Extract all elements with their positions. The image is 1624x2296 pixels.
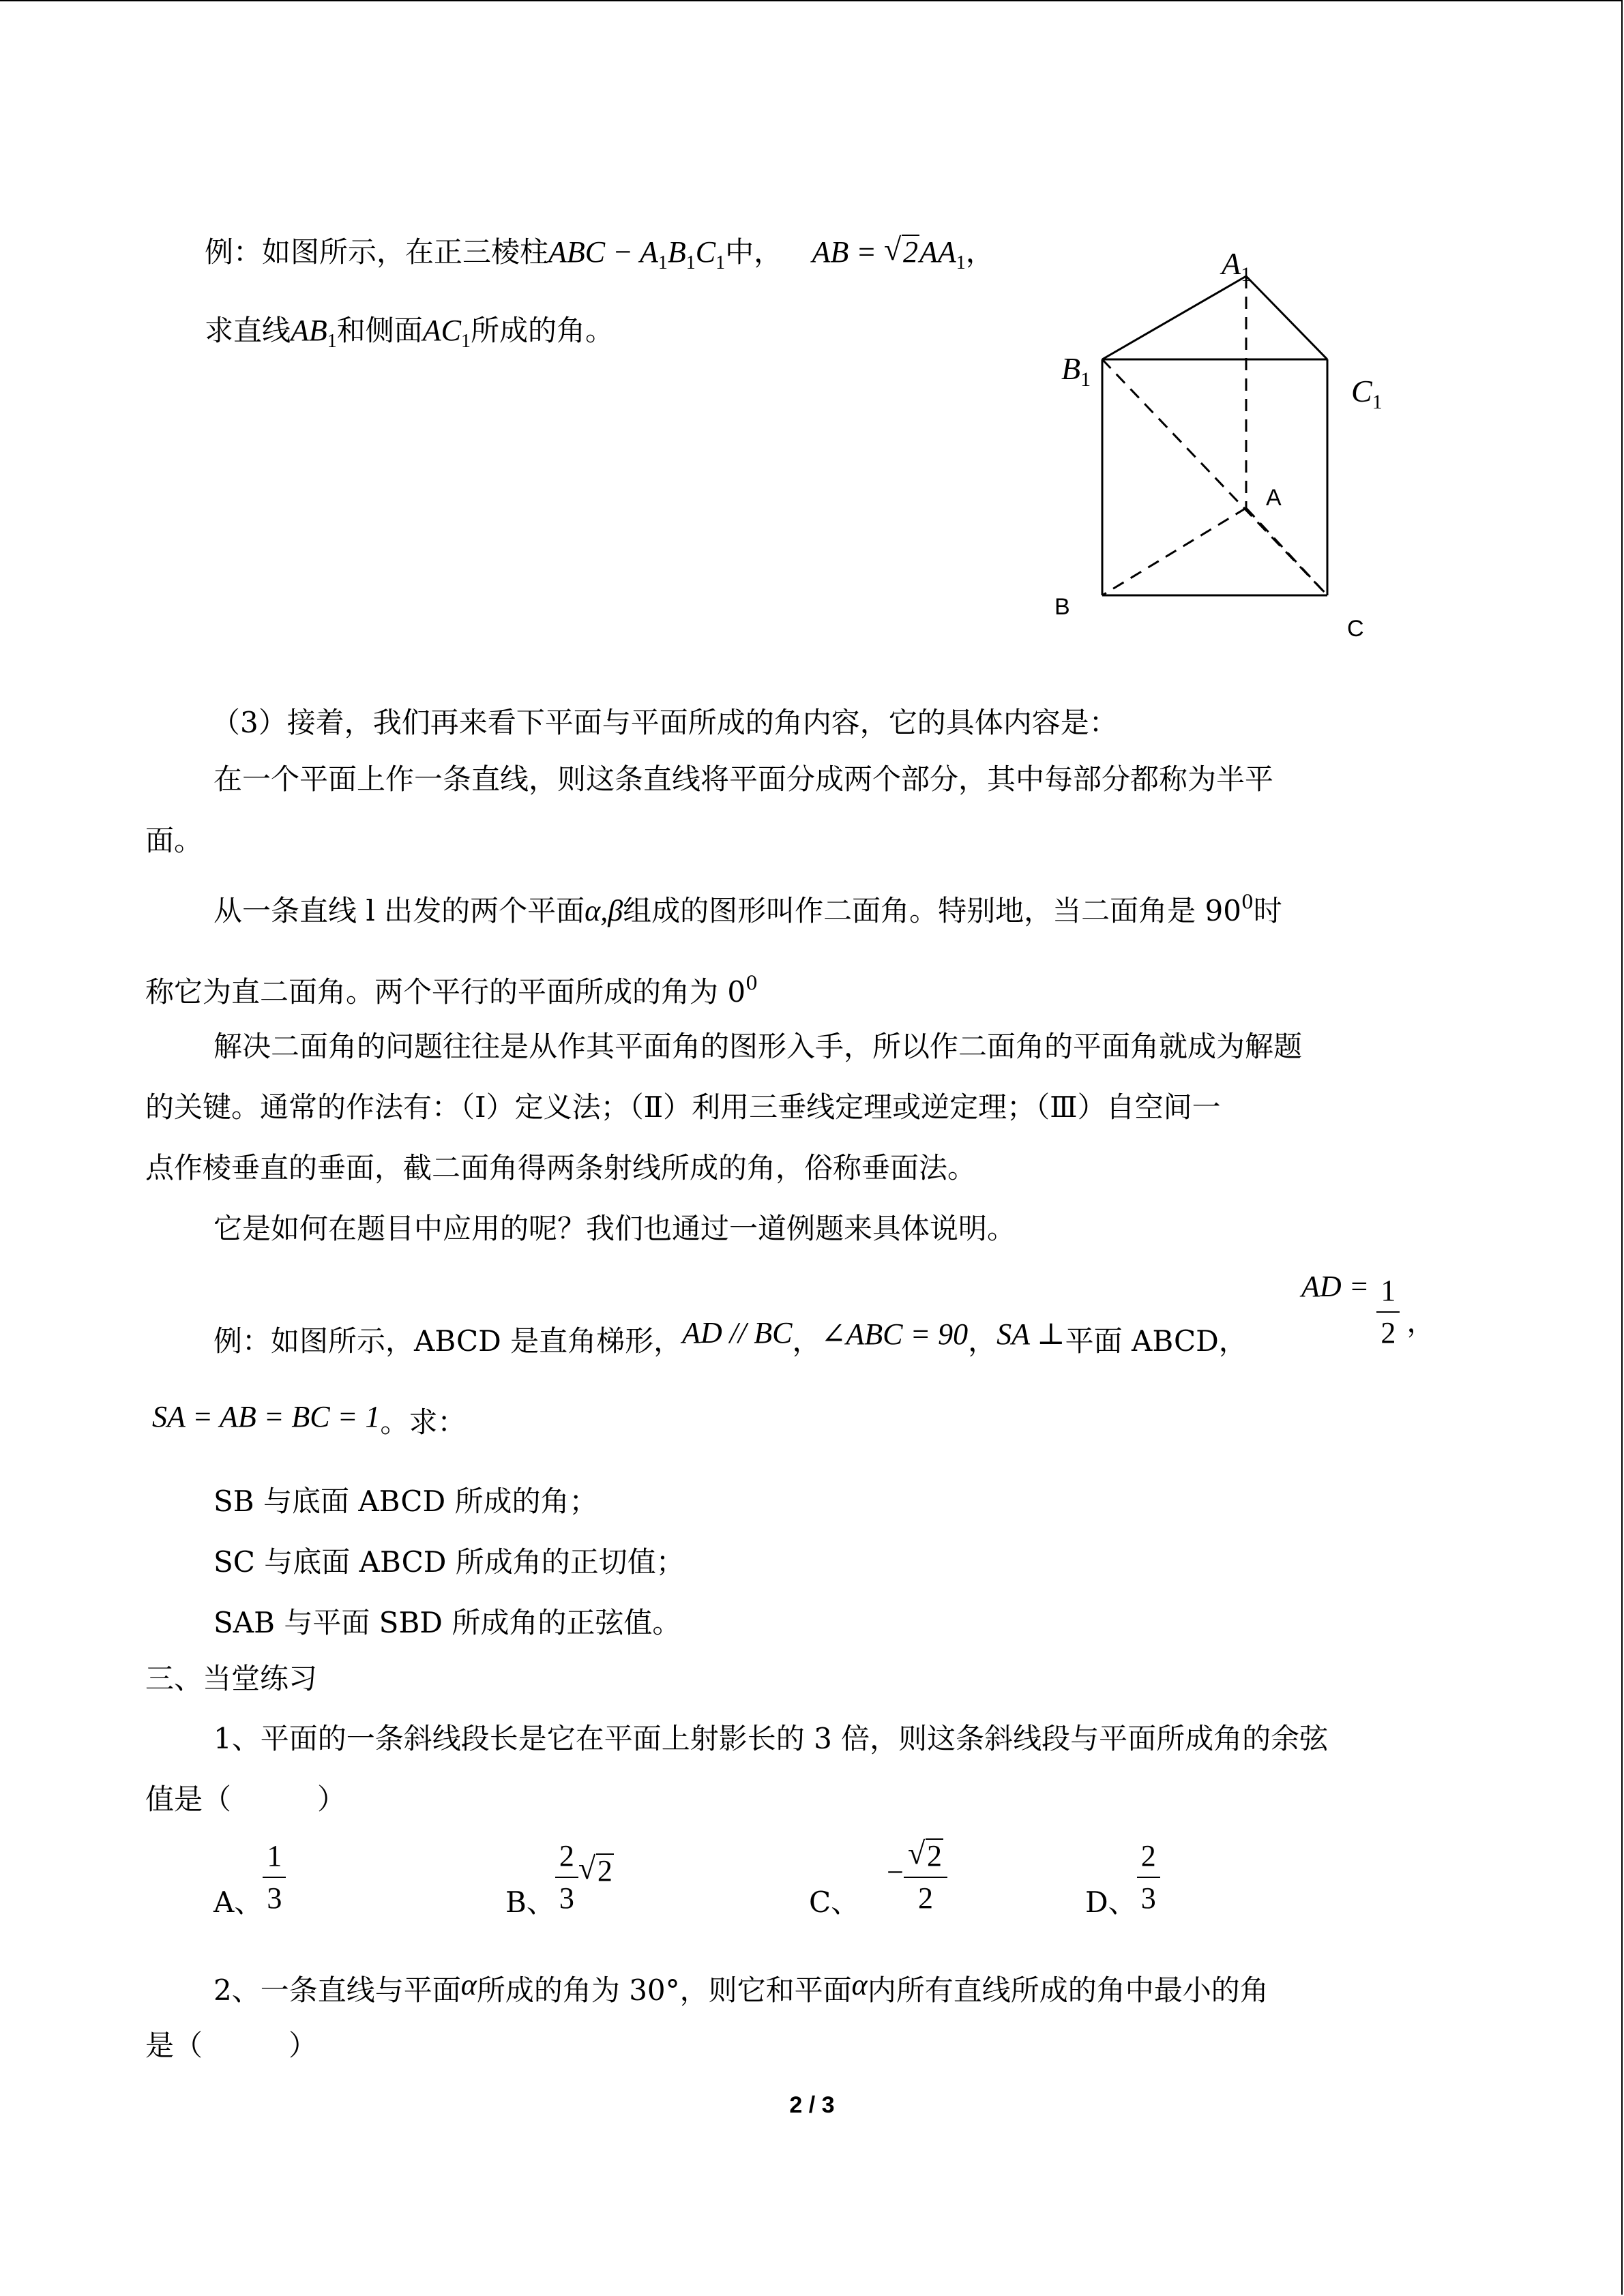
ex2-ad-fraction: AD = $\frac{1}{2}$ ， — [1301, 1270, 1436, 1350]
ex1-tail: ， — [965, 235, 994, 269]
label-c1: $C_1$ — [1351, 374, 1383, 413]
s3-line5: 称它为直二面角。两个平行的平面所成的角为 $0^0$ — [145, 972, 758, 1009]
s3-line1: （3）接着，我们再来看下平面与平面所成的角内容，它的具体内容是： — [211, 706, 1118, 739]
s3-line8: 点作棱垂直的垂面，截二面角得两条射线所成的角，俗称垂面法。 — [145, 1151, 977, 1184]
ex2-statement: 例：如图所示，ABCD 是直角梯形，AD // BC，∠ABC = 90，SA ⊥平面 ABCD， — [213, 1316, 1247, 1358]
s3-line4: 从一条直线 l 出发的两个平面α,β组成的图形叫作二面角。特别地，当二面角是 $90^0$时 — [213, 891, 1282, 927]
ex2-q3: SAB 与平面 SBD 所成角的正弦值。 — [213, 1606, 681, 1639]
sa-perp: SA ⊥ — [996, 1317, 1065, 1351]
ad-parallel-bc: AD // BC — [682, 1316, 793, 1350]
page-number: 2 / 3 — [789, 2092, 835, 2118]
ex1-prefix: 例：如图所示，在正三棱柱 — [205, 235, 549, 269]
ex2-q2: SC 与底面 ABCD 所成角的正切值； — [213, 1545, 685, 1579]
s3-line9: 它是如何在题目中应用的呢？我们也通过一道例题来具体说明。 — [213, 1212, 1016, 1245]
q-ac1: $AC_1$ — [422, 314, 471, 352]
practice-heading: 三、当堂练习 — [145, 1662, 318, 1695]
sa-ab-bc-eq: SA = AB = BC = 1 — [152, 1400, 381, 1433]
q-ab1: $AB_1$ — [291, 314, 337, 352]
alpha-beta: α,β — [585, 894, 623, 927]
practice-q2-line2: 是（ ） — [145, 2029, 318, 2062]
label-b1: $B_1$ — [1061, 351, 1091, 391]
option-b: B、 $\frac{2}{3}$ √ 2 — [505, 1839, 612, 1919]
option-a: A、 $\frac{1}{3}$ — [213, 1838, 286, 1923]
practice-q1-line1: 1、平面的一条斜线段长是它在平面上射影长的 3 倍，则这条斜线段与平面所成角的余弦 — [213, 1722, 1329, 1755]
q-tail: 所成的角。 — [471, 314, 615, 347]
ab-equation: AB = √ $2AA_1$ — [812, 232, 966, 273]
angle-abc: ∠ABC = 90 — [821, 1317, 969, 1351]
ex1-question — [205, 310, 614, 362]
ex1-mid: 中， — [725, 235, 783, 269]
label-a1: $A_1$ — [1222, 246, 1252, 286]
alpha-symbol: α — [851, 1968, 868, 2001]
label-a: A — [1266, 485, 1282, 511]
label-c: C — [1347, 616, 1364, 642]
ex2-equation-line: SA = AB = BC = 1。求： — [152, 1400, 467, 1439]
ex1-statement — [205, 232, 994, 284]
prism-name: ABC − $A_1B_1C_1$ — [548, 235, 726, 273]
label-b: B — [1054, 594, 1070, 620]
s3-line2: 在一个平面上作一条直线，则这条直线将平面分成两个部分，其中每部分都称为半平 — [213, 762, 1274, 796]
practice-q1-line2: 值是（ ） — [145, 1783, 346, 1816]
option-d: D、 $\frac{2}{3}$ — [1085, 1838, 1160, 1923]
s3-line6: 解决二面角的问题往往是从作其平面角的图形入手，所以作二面角的平面角就成为解题 — [213, 1030, 1303, 1063]
alpha-symbol: α — [460, 1968, 477, 2001]
option-c: C、− √ 2 2 — [809, 1838, 947, 1923]
s3-line7: 的关键。通常的作法有：（Ⅰ）定义法；（Ⅱ）利用三垂线定理或逆定理；（Ⅲ）自空间一 — [145, 1090, 1221, 1124]
q-mid: 和侧面 — [336, 314, 423, 347]
s3-line3: 面。 — [145, 824, 203, 857]
q-prefix: 求直线 — [205, 314, 291, 347]
ex2-q1: SB 与底面 ABCD 所成的角； — [213, 1485, 598, 1518]
practice-q2-line1: 2、一条直线与平面α所成的角为 30°，则它和平面α内所有直线所成的角中最小的角 — [213, 1968, 1269, 2007]
